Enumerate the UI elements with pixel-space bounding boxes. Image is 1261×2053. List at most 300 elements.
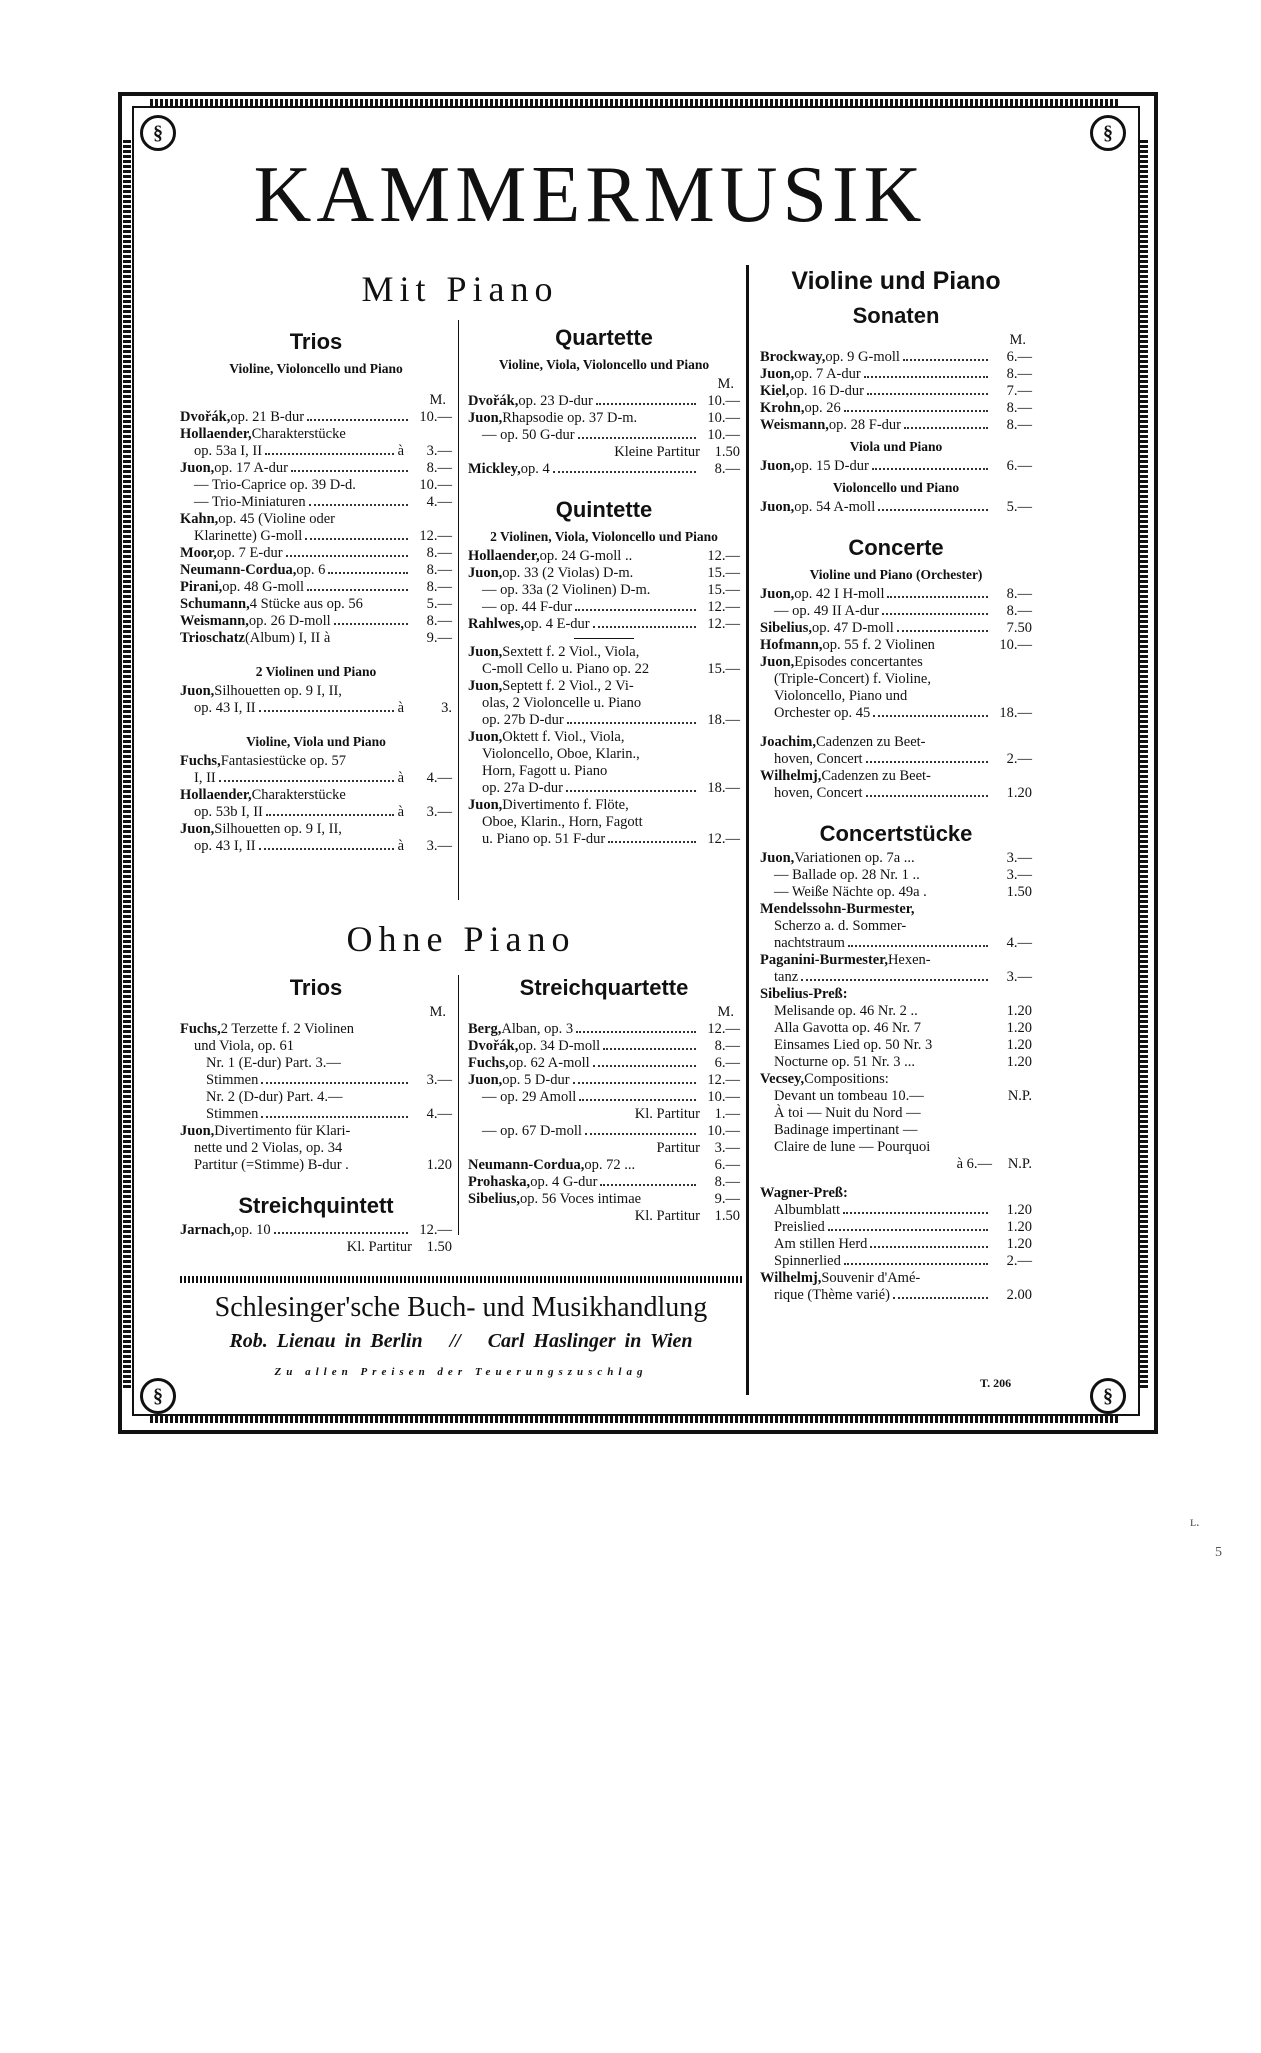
composer-name: Juon, (760, 850, 795, 866)
each-marker: à (397, 838, 404, 854)
price: 10.— (707, 393, 740, 409)
dot-leader (904, 427, 988, 429)
composer-name: Fuchs, (180, 1021, 221, 1037)
catalog-entry (760, 1037, 1032, 1054)
price: 12.— (707, 548, 740, 564)
instrumentation-subheading: Violine, Viola und Piano (246, 734, 386, 749)
catalog-entry (468, 1021, 740, 1038)
price: 1.50 (426, 1239, 452, 1255)
dot-leader (603, 1048, 696, 1050)
page-title: KAMMERMUSIK (253, 151, 927, 239)
catalog-entry (760, 366, 1032, 383)
spacer (180, 717, 452, 729)
currency-label: M. (717, 1004, 734, 1020)
currency-label: M. (717, 376, 734, 392)
work-title: Kl. Partitur (634, 1106, 700, 1122)
catalog-entry (760, 417, 1032, 434)
work-title: Souvenir d'Amé- (821, 1270, 921, 1286)
catalog-entry (180, 562, 452, 579)
catalog-entry (468, 444, 740, 461)
section-heading: Quintette (555, 497, 653, 522)
price: 10.— (707, 427, 740, 443)
catalog-entry (468, 427, 740, 444)
price: 18.— (999, 705, 1032, 721)
work-title: Alla Gavotta op. 46 Nr. 7 (774, 1020, 921, 1036)
work-title: op. 53a I, II (194, 443, 263, 459)
catalog-entry (760, 637, 1032, 654)
composer-name: Schumann, (180, 596, 250, 612)
dot-leader (864, 376, 988, 378)
price: 12.— (419, 1222, 452, 1238)
price: 4.— (426, 1106, 452, 1122)
work-title: Silhouetten op. 9 I, II, (214, 683, 342, 699)
catalog-entry (468, 1191, 740, 1208)
work-title: Kleine Partitur (614, 444, 700, 460)
currency-label: M. (1009, 332, 1026, 348)
price: 4.— (1006, 935, 1032, 951)
dot-leader (903, 359, 988, 361)
catalog-entry (760, 349, 1032, 366)
work-title: Devant un tombeau 10.— (774, 1088, 924, 1104)
catalog-entry (180, 443, 452, 460)
price: 8.— (714, 461, 740, 477)
price: 3.— (714, 1140, 740, 1156)
dot-leader (843, 1212, 988, 1214)
composer-name: Juon, (468, 1072, 503, 1088)
catalog-entry (468, 763, 740, 780)
dot-leader (585, 1133, 696, 1135)
catalog-entry (180, 494, 452, 511)
work-title: Violoncello, Piano und (774, 688, 908, 704)
section-title-ohne-piano: Ohne Piano (346, 919, 576, 959)
composer-name: Vecsey, (760, 1071, 805, 1087)
work-title: 2 Terzette f. 2 Violinen (220, 1021, 354, 1037)
each-marker: à (397, 443, 404, 459)
dot-leader (870, 1246, 988, 1248)
work-title: nette und 2 Violas, op. 34 (194, 1140, 343, 1156)
dot-leader (578, 437, 696, 439)
work-title: rique (Thème varié) (774, 1287, 890, 1303)
price: 1.20 (1006, 1037, 1032, 1053)
work-title: I, II (194, 770, 216, 786)
catalog-entry (180, 683, 452, 700)
mit-piano-quartette-column (468, 318, 740, 848)
composer-name: Kiel, (760, 383, 790, 399)
dot-leader (553, 471, 696, 473)
catalog-entry (468, 831, 740, 848)
divider (574, 638, 634, 639)
work-title: Charakterstücke (251, 426, 346, 442)
dot-leader (882, 613, 988, 615)
price: 8.— (426, 613, 452, 629)
price: 1.20 (1006, 1202, 1032, 1218)
catalog-entry (468, 814, 740, 831)
catalog-entry (760, 383, 1032, 400)
work-title: Orchester op. 45 (774, 705, 871, 721)
work-title: Violoncello, Oboe, Klarin., (482, 746, 640, 762)
composer-name: Sibelius-Preß: (760, 986, 848, 1002)
catalog-entry (468, 1123, 740, 1140)
catalog-entry (468, 1140, 740, 1157)
work-title: Melisande op. 46 Nr. 2 .. (774, 1003, 918, 1019)
work-title: op. 24 G-moll .. (539, 548, 633, 564)
price: 8.— (1006, 400, 1032, 416)
price: 1.50 (714, 444, 740, 460)
corner-ornament-icon: § (140, 1378, 176, 1414)
work-title: À toi — Nuit du Nord — (774, 1105, 921, 1121)
work-title: op. 43 I, II (194, 700, 256, 716)
price: 15.— (707, 565, 740, 581)
price: 3.— (426, 1072, 452, 1088)
dot-leader (897, 630, 988, 632)
corner-ornament-icon: § (1090, 115, 1126, 151)
dot-leader (608, 841, 696, 843)
catalog-entry (760, 884, 1032, 901)
catalog-entry (468, 393, 740, 410)
work-title: (Album) I, II à (244, 630, 331, 646)
price: 18.— (707, 712, 740, 728)
dot-leader (259, 710, 394, 712)
work-title: op. 15 D-dur (794, 458, 869, 474)
corner-ornament-icon: § (140, 115, 176, 151)
work-title: Rhapsodie op. 37 D-m. (502, 410, 638, 426)
catalog-entry (760, 1139, 1032, 1156)
catalog-entry (180, 596, 452, 613)
stray-mark: ʟ. (1190, 1515, 1200, 1530)
catalog-entry (468, 461, 740, 478)
dot-leader (579, 1099, 696, 1101)
price: 10.— (419, 477, 452, 493)
catalog-entry (760, 1202, 1032, 1219)
work-title: op. 5 D-dur (502, 1072, 570, 1088)
catalog-entry (760, 586, 1032, 603)
work-title: — Ballade op. 28 Nr. 1 .. (774, 867, 920, 883)
berlin-location: Rob. Lienau in Berlin (229, 1330, 423, 1352)
work-title: op. 9 G-moll (825, 349, 900, 365)
composer-name: Fuchs, (468, 1055, 509, 1071)
work-title: op. 53b I, II (194, 804, 263, 820)
price: 9.— (714, 1191, 740, 1207)
catalog-entry (180, 460, 452, 477)
catalog-entry (468, 1089, 740, 1106)
catalog-entry (180, 1123, 452, 1140)
composer-name: Juon, (760, 586, 795, 602)
composer-name: Juon, (180, 683, 215, 699)
work-title: à 6.— (956, 1156, 992, 1172)
price: 10.— (707, 1089, 740, 1105)
dot-leader (887, 596, 988, 598)
work-title: op. 56 Voces intimae (519, 1191, 642, 1207)
price: 5.— (1006, 499, 1032, 515)
stray-mark: 5 (1215, 1545, 1222, 1560)
instrumentation-subheading: Violine, Violoncello und Piano (229, 361, 403, 376)
work-title: op. 16 D-dur (789, 383, 864, 399)
composer-name: Fuchs, (180, 753, 221, 769)
spacer (760, 516, 1032, 528)
work-title: Alban, op. 3 (501, 1021, 574, 1037)
section-heading: Quartette (555, 325, 653, 350)
catalog-entry (180, 821, 452, 838)
catalog-entry (760, 654, 1032, 671)
price: 6.— (714, 1157, 740, 1173)
price: 8.— (1006, 417, 1032, 433)
composer-name: Wilhelmj, (760, 768, 822, 784)
catalog-number: T. 206 (980, 1376, 1012, 1390)
price: 6.— (1006, 349, 1032, 365)
dot-leader (848, 945, 988, 947)
work-title: Am stillen Herd (774, 1236, 868, 1252)
instrumentation-subheading: 2 Violinen und Piano (255, 664, 377, 679)
work-title: Spinnerlied (774, 1253, 841, 1269)
composer-name: Prohaska, (468, 1174, 531, 1190)
dot-leader (893, 1297, 988, 1299)
catalog-entry (760, 986, 1032, 1003)
dot-leader (828, 1229, 988, 1231)
composer-name: Neumann-Cordua, (180, 562, 297, 578)
price: 1.— (714, 1106, 740, 1122)
catalog-entry (760, 620, 1032, 637)
composer-name: Weismann, (180, 613, 249, 629)
dot-leader (261, 1116, 408, 1118)
price: 10.— (419, 409, 452, 425)
catalog-entry (760, 969, 1032, 986)
work-title: op. 34 D-moll (518, 1038, 601, 1054)
price: 4.— (426, 770, 452, 786)
work-title: op. 23 D-dur (518, 393, 593, 409)
work-title: — op. 33a (2 Violinen) D-m. (482, 582, 651, 598)
work-title: — Weiße Nächte op. 49a . (774, 884, 927, 900)
price: 12.— (707, 831, 740, 847)
composer-name: Juon, (760, 499, 795, 515)
catalog-entry (760, 1270, 1032, 1287)
price: 8.— (426, 579, 452, 595)
composer-name: Sibelius, (468, 1191, 520, 1207)
composer-name: Juon, (468, 565, 503, 581)
dot-leader (600, 1184, 696, 1186)
instrumentation-subheading: Violine, Viola, Violoncello und Piano (498, 357, 710, 372)
price: N.P. (1007, 1156, 1032, 1172)
price: 8.— (426, 545, 452, 561)
dot-leader (305, 538, 408, 540)
catalog-entry (468, 1174, 740, 1191)
dot-leader (593, 626, 696, 628)
catalog-entry (760, 901, 1032, 918)
work-title: Episodes concertantes (794, 654, 923, 670)
catalog-entry (180, 1106, 452, 1123)
catalog-entry (760, 1156, 1032, 1173)
catalog-entry (180, 838, 452, 855)
composer-name: Juon, (468, 410, 503, 426)
dot-leader (291, 470, 408, 472)
work-title: Albumblatt (774, 1202, 841, 1218)
catalog-entry (760, 918, 1032, 935)
price: 4.— (426, 494, 452, 510)
section-heading: Streichquintett (238, 1193, 394, 1218)
catalog-entry (180, 787, 452, 804)
catalog-entry (468, 712, 740, 729)
catalog-entry (180, 613, 452, 630)
composer-name: Juon, (468, 678, 503, 694)
composer-name: Hollaender, (180, 426, 252, 442)
composer-name: Mickley, (468, 461, 521, 477)
work-title: Variationen op. 7a ... (794, 850, 915, 866)
work-title: Sextett f. 2 Viol., Viola, (502, 644, 640, 660)
catalog-entry (468, 678, 740, 695)
spacer (760, 722, 1032, 734)
dot-leader (575, 609, 696, 611)
work-title: tanz (774, 969, 799, 985)
work-title: Silhouetten op. 9 I, II, (214, 821, 342, 837)
work-title: Compositions: (804, 1071, 889, 1087)
instrumentation-subheading: Violoncello und Piano (832, 480, 960, 495)
work-title: Einsames Lied op. 50 Nr. 3 (774, 1037, 933, 1053)
work-title: Oboe, Klarin., Horn, Fagott (482, 814, 643, 830)
price: 12.— (419, 528, 452, 544)
work-title: Nr. 2 (D-dur) Part. 4.— (206, 1089, 343, 1105)
price: 12.— (707, 1072, 740, 1088)
catalog-entry (180, 579, 452, 596)
work-title: op. 43 I, II (194, 838, 256, 854)
catalog-entry (468, 410, 740, 427)
catalog-entry (180, 426, 452, 443)
price: 8.— (714, 1174, 740, 1190)
catalog-entry (180, 770, 452, 787)
composer-name: Hollaender, (468, 548, 540, 564)
section-heading: Trios (289, 975, 343, 1000)
work-title: Claire de lune — Pourquoi (774, 1139, 931, 1155)
work-title: op. 4 (520, 461, 550, 477)
catalog-entry (468, 565, 740, 582)
dot-leader (866, 761, 988, 763)
price: 8.— (1006, 603, 1032, 619)
dot-leader (265, 453, 394, 455)
catalog-entry (468, 1072, 740, 1089)
work-title: op. 55 f. 2 Violinen (822, 637, 935, 653)
work-title: Stimmen (206, 1106, 259, 1122)
catalog-entry (760, 1253, 1032, 1270)
price: 9.— (426, 630, 452, 646)
price: 10.— (999, 637, 1032, 653)
work-title: hoven, Concert (774, 785, 863, 801)
catalog-entry (760, 1003, 1032, 1020)
work-title: und Viola, op. 61 (194, 1038, 294, 1054)
currency-label: M. (429, 392, 446, 408)
price: 8.— (426, 562, 452, 578)
catalog-entry (468, 797, 740, 814)
work-title: olas, 2 Violoncelle u. Piano (482, 695, 642, 711)
work-title: op. 72 ... (584, 1157, 636, 1173)
price: 6.— (1006, 458, 1032, 474)
work-title: Partitur (=Stimme) B-dur . (194, 1157, 349, 1173)
composer-name: Juon, (760, 458, 795, 474)
catalog-entry (180, 1021, 452, 1038)
catalog-entry (468, 1106, 740, 1123)
section-heading: Concertstücke (819, 821, 973, 846)
each-marker: à (397, 700, 404, 716)
catalog-entry (468, 729, 740, 746)
composer-name: Juon, (468, 644, 503, 660)
work-title: — Trio-Caprice op. 39 D-d. (194, 477, 356, 493)
dot-leader (593, 1065, 696, 1067)
spacer (180, 1174, 452, 1186)
spacer (180, 380, 452, 392)
work-title: op. 48 G-moll (222, 579, 305, 595)
surcharge-note: Zu allen Preisen der Teuerungszuschlag (274, 1366, 648, 1378)
price: 3. (441, 700, 452, 716)
work-title: nachtstraum (774, 935, 845, 951)
dot-leader (566, 790, 696, 792)
catalog-entry (760, 785, 1032, 802)
catalog-entry (760, 768, 1032, 785)
work-title: Scherzo a. d. Sommer- (774, 918, 907, 934)
price: 15.— (707, 661, 740, 677)
catalog-entry (760, 1287, 1032, 1304)
price: 1.20 (1006, 1020, 1032, 1036)
section-heading: Concerte (848, 535, 944, 560)
work-title: op. 26 D-moll (248, 613, 331, 629)
dot-leader (573, 1082, 696, 1084)
catalog-entry (760, 850, 1032, 867)
dot-leader (872, 468, 988, 470)
work-title: Divertimento f. Flöte, (502, 797, 629, 813)
catalog-entry (180, 409, 452, 426)
price: 1.20 (1006, 1219, 1032, 1235)
catalog-entry (760, 400, 1032, 417)
catalog-entry (468, 616, 740, 633)
work-title: Preislied (774, 1219, 825, 1235)
work-title: op. 28 F-dur (828, 417, 901, 433)
spacer (468, 478, 740, 490)
dot-leader (307, 589, 408, 591)
composer-name: Pirani, (180, 579, 223, 595)
composer-name: Sibelius, (760, 620, 812, 636)
catalog-entry (180, 753, 452, 770)
catalog-entry (760, 1185, 1032, 1202)
catalog-entry (468, 1055, 740, 1072)
section-title-mit-piano: Mit Piano (361, 269, 559, 309)
price: 8.— (1006, 586, 1032, 602)
catalog-entry (180, 477, 452, 494)
composer-name: Krohn, (760, 400, 805, 416)
work-title: op. 7 E-dur (216, 545, 283, 561)
price: N.P. (1007, 1088, 1032, 1104)
composer-name: Juon, (180, 1123, 215, 1139)
dot-leader (801, 979, 988, 981)
price: 8.— (1006, 366, 1032, 382)
catalog-entry (760, 867, 1032, 884)
work-title: Septett f. 2 Viol., 2 Vi- (502, 678, 634, 694)
work-title: 4 Stücke aus op. 56 (249, 596, 363, 612)
mit-piano-trios-column (180, 322, 452, 855)
catalog-entry (760, 751, 1032, 768)
composer-name: Berg, (468, 1021, 502, 1037)
price: 1.20 (1006, 785, 1032, 801)
price: 7.— (1006, 383, 1032, 399)
price: 3.— (1006, 867, 1032, 883)
dot-leader (878, 509, 988, 511)
price: 1.20 (1006, 1003, 1032, 1019)
work-title: — op. 50 G-dur (482, 427, 575, 443)
price: 2.— (1006, 1253, 1032, 1269)
price: 12.— (707, 616, 740, 632)
work-title: op. 47 D-moll (811, 620, 894, 636)
catalog-entry (468, 1038, 740, 1055)
spacer (760, 802, 1032, 814)
dot-leader (567, 722, 696, 724)
catalog-entry (468, 746, 740, 763)
work-title: op. 4 G-dur (530, 1174, 598, 1190)
work-title: Nr. 1 (E-dur) Part. 3.— (206, 1055, 341, 1071)
